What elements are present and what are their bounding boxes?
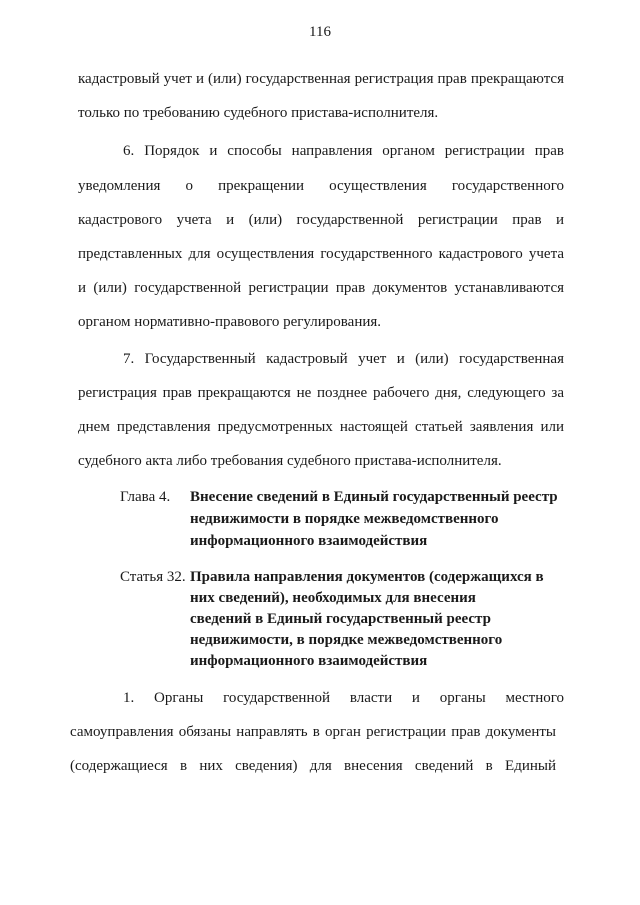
paragraph-line: самоуправления обязаны направлять в орган регистрации прав документы (70, 724, 556, 740)
paragraph-line: 7. Государственный кадастровый учет и (или) государственная (123, 351, 564, 367)
article-title-line: информационного взаимодействия (190, 653, 428, 669)
paragraph-line: днем представления предусмотренных настоящей статьей заявления или (78, 419, 564, 435)
chapter-label: Глава 4. (120, 489, 171, 505)
page-number: 116 (309, 24, 331, 40)
chapter-title-line: информационного взаимодействия (190, 533, 428, 549)
article-title-line: сведений в Единый государственный реестр (190, 611, 491, 627)
article-title-line: них сведений), необходимых для внесения (190, 590, 476, 606)
paragraph-line: 1. Органы государственной власти и органы местного (123, 690, 564, 706)
chapter-title-line: Внесение сведений в Единый государственный реестр (190, 489, 558, 505)
paragraph-line: регистрация прав прекращаются не позднее рабочего дня, следующего за (78, 385, 564, 401)
paragraph-line: уведомления о прекращении осуществления государственного (78, 178, 564, 194)
paragraph-line: представленных для осуществления государственного кадастрового учета (78, 246, 564, 262)
article-label: Статья 32. (120, 569, 186, 585)
paragraph-line: и (или) государственной регистрации прав документов устанавливаются (78, 280, 564, 296)
paragraph-line: органом нормативно-правового регулирования. (78, 314, 382, 330)
article-title-line: Правила направления документов (содержащихся в (190, 569, 544, 585)
paragraph-line: только по требованию судебного пристава-исполнителя. (78, 105, 439, 121)
paragraph-line: судебного акта либо требования судебного пристава-исполнителя. (78, 453, 502, 469)
paragraph-line: кадастрового учета и (или) государственной регистрации прав и (78, 212, 564, 228)
paragraph-line: кадастровый учет и (или) государственная регистрация прав прекращаются (78, 71, 564, 87)
paragraph-line: 6. Порядок и способы направления органом регистрации прав (123, 143, 564, 159)
chapter-title-line: недвижимости в порядке межведомственного (190, 511, 499, 527)
paragraph-line: (содержащиеся в них сведения) для внесения сведений в Единый (70, 758, 556, 774)
article-title-line: недвижимости, в порядке межведомственного (190, 632, 503, 648)
